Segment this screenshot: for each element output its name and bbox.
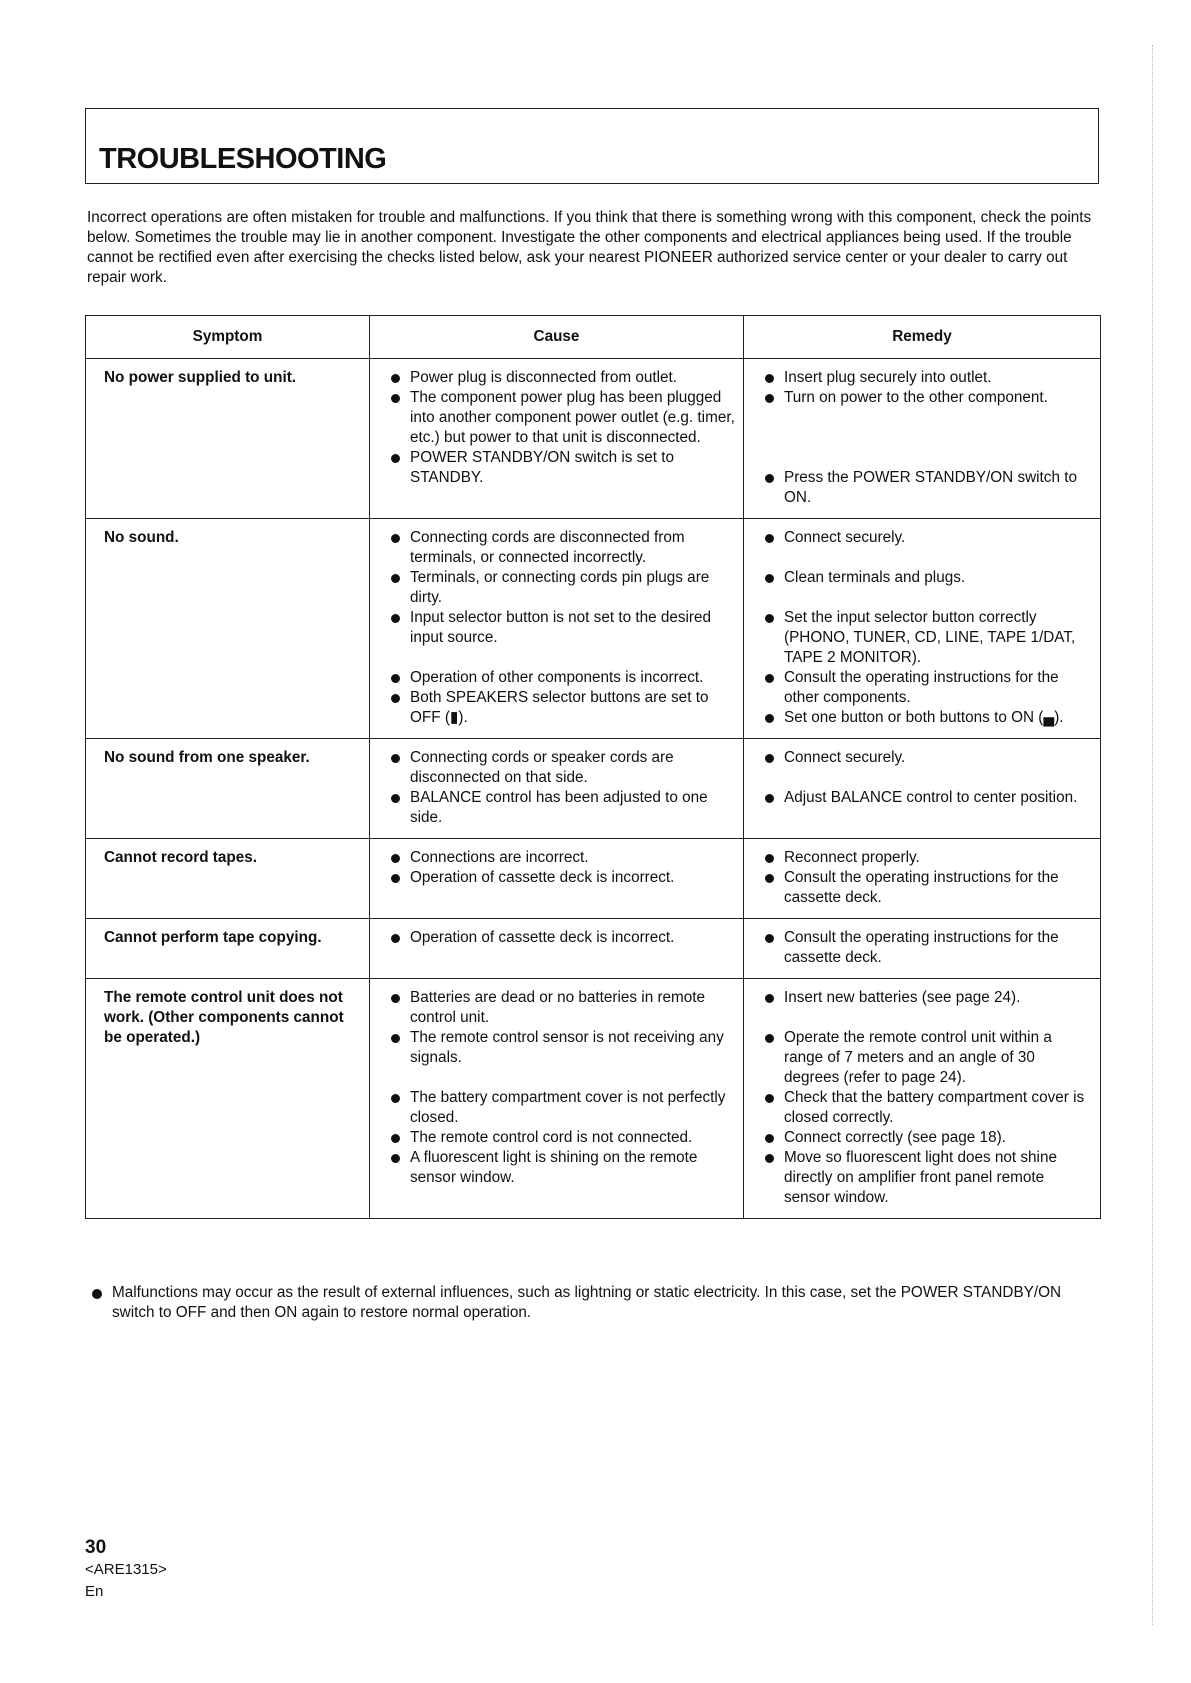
symptom-cell: The remote control unit does not work. (Other components cannot be operated.) xyxy=(86,979,370,1219)
header-cause: Cause xyxy=(370,316,744,359)
page-footer xyxy=(85,1537,167,1603)
cause-cell xyxy=(370,919,744,979)
cause-item: Both SPEAKERS selector buttons are set to OFF (▮). xyxy=(388,688,735,728)
cause-item: A fluorescent light is shining on the remote sensor window. xyxy=(388,1148,735,1188)
cause-cell xyxy=(370,739,744,839)
remedy-item: Operate the remote control unit within a range of 7 meters and an angle of 30 degrees (refer to page 24). xyxy=(762,1028,1092,1088)
cause-item: Connecting cords or speaker cords are disconnected on that side. xyxy=(388,748,735,788)
header-symptom: Symptom xyxy=(86,316,370,359)
cause-item: Terminals, or connecting cords pin plugs are dirty. xyxy=(388,568,735,608)
symptom-cell: No power supplied to unit. xyxy=(86,359,370,519)
table-row xyxy=(86,359,1101,519)
remedy-item: Consult the operating instructions for the cassette deck. xyxy=(762,868,1092,908)
remedy-item: Consult the operating instructions for the cassette deck. xyxy=(762,928,1092,968)
cause-cell xyxy=(370,519,744,739)
remedy-item: Consult the operating instructions for the other components. xyxy=(762,668,1092,708)
cause-cell xyxy=(370,359,744,519)
cause-item: Connecting cords are disconnected from terminals, or connected incorrectly. xyxy=(388,528,735,568)
symptom-cell: No sound from one speaker. xyxy=(86,739,370,839)
title-box xyxy=(85,108,1099,184)
intro-paragraph: Incorrect operations are often mistaken for trouble and malfunctions. If you think that there is something wrong with this component, check the points below. Sometimes the trouble may lie in another component. Investigate the other components and electrical appliances being used. If the trouble cannot be rectified even after exercising the checks listed below, ask your nearest PIONEER authorized service center or your dealer to carry out repair work. xyxy=(87,209,1092,286)
cause-item: The remote control cord is not connected. xyxy=(388,1128,735,1148)
symptom-cell: No sound. xyxy=(86,519,370,739)
cause-item: The component power plug has been plugged into another component power outlet (e.g. timer, etc.) but power to that unit is disconnected. xyxy=(388,388,735,448)
header-remedy: Remedy xyxy=(744,316,1101,359)
remedy-item: Press the POWER STANDBY/ON switch to ON. xyxy=(762,468,1092,508)
document-code: <ARE1315> xyxy=(85,1561,167,1578)
remedy-cell xyxy=(744,519,1101,739)
cause-item: BALANCE control has been adjusted to one side. xyxy=(388,788,735,828)
page-edge-scan-line xyxy=(1152,45,1153,1625)
cause-item: Operation of cassette deck is incorrect. xyxy=(388,868,735,888)
cause-item: Operation of other components is incorrect. xyxy=(388,668,735,688)
remedy-cell xyxy=(744,359,1101,519)
remedy-item: Connect correctly (see page 18). xyxy=(762,1128,1092,1148)
cause-item: Input selector button is not set to the desired input source. xyxy=(388,608,735,648)
table-row xyxy=(86,839,1101,919)
table-row xyxy=(86,979,1101,1219)
cause-item: POWER STANDBY/ON switch is set to STANDBY. xyxy=(388,448,735,488)
remedy-item: Adjust BALANCE control to center position. xyxy=(762,788,1092,808)
remedy-item: Clean terminals and plugs. xyxy=(762,568,1092,588)
remedy-item: Check that the battery compartment cover is closed correctly. xyxy=(762,1088,1092,1128)
cause-cell xyxy=(370,979,744,1219)
remedy-item: Connect securely. xyxy=(762,528,1092,548)
remedy-item: Connect securely. xyxy=(762,748,1092,768)
table-row xyxy=(86,919,1101,979)
cause-cell xyxy=(370,839,744,919)
cause-item: Power plug is disconnected from outlet. xyxy=(388,368,735,388)
page-number: 30 xyxy=(85,1537,107,1558)
table-header-row xyxy=(86,316,1101,359)
table-row xyxy=(86,739,1101,839)
remedy-item: Insert plug securely into outlet. xyxy=(762,368,1092,388)
language-label: En xyxy=(85,1583,104,1600)
table-row xyxy=(86,519,1101,739)
cause-item: The battery compartment cover is not perfectly closed. xyxy=(388,1088,735,1128)
remedy-cell xyxy=(744,979,1101,1219)
cause-item: Connections are incorrect. xyxy=(388,848,735,868)
symptom-cell: Cannot record tapes. xyxy=(86,839,370,919)
remedy-item: Turn on power to the other component. xyxy=(762,388,1092,408)
remedy-item: Move so fluorescent light does not shine directly on amplifier front panel remote sensor window. xyxy=(762,1148,1092,1208)
cause-item: The remote control sensor is not receiving any signals. xyxy=(388,1028,735,1068)
malfunction-note: Malfunctions may occur as the result of external influences, such as lightning or static electricity. In this case, set the POWER STANDBY/ON switch to OFF and then ON again to restore normal operation. xyxy=(92,1283,1102,1323)
troubleshooting-table xyxy=(85,315,1101,1219)
cause-item: Operation of cassette deck is incorrect. xyxy=(388,928,735,948)
remedy-cell xyxy=(744,919,1101,979)
remedy-item: Reconnect properly. xyxy=(762,848,1092,868)
remedy-item: Insert new batteries (see page 24). xyxy=(762,988,1092,1008)
remedy-cell xyxy=(744,739,1101,839)
cause-item: Batteries are dead or no batteries in remote control unit. xyxy=(388,988,735,1028)
symptom-cell: Cannot perform tape copying. xyxy=(86,919,370,979)
page-title: TROUBLESHOOTING xyxy=(99,143,387,175)
remedy-cell xyxy=(744,839,1101,919)
remedy-item: Set one button or both buttons to ON (▄). xyxy=(762,708,1092,728)
remedy-item: Set the input selector button correctly (PHONO, TUNER, CD, LINE, TAPE 1/DAT, TAPE 2 MONITOR). xyxy=(762,608,1092,668)
